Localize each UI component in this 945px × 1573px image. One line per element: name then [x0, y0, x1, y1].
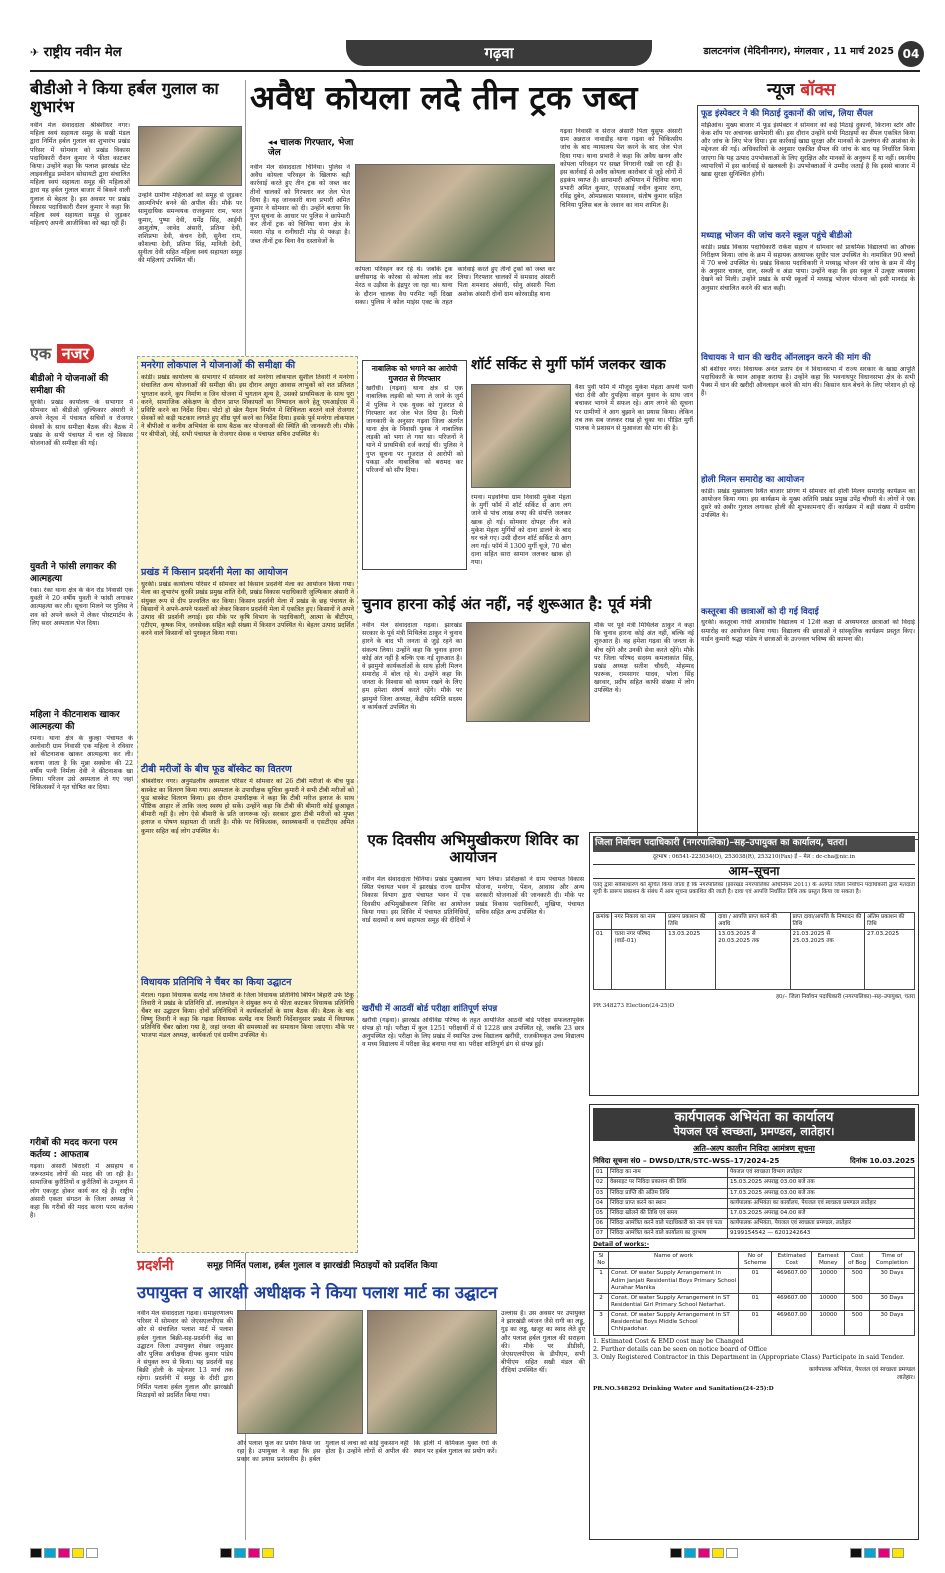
registration-swatch: [44, 1548, 56, 1558]
works-cell: 469607.00: [772, 1311, 812, 1335]
story-nabalik: नाबालिक को भगाने का आरोपी गुजरात से गिरफ्तार खरौंधी। (गढ़वा) थाना क्षेत्र से एक नाबालिक लड़की को भगा ले जाने के जुर्म में पुलिस ने एक युवक को गुजरात से गिरफ्तार कर जेल भेज दिया है। मिली जानकारी के अनुसार गढ़वा जिला अंतर्गत थाना क्षेत्र के निवासी युवक ने नाबालिक लड़की को भगा ले गया था। परिजनों ने थाने में प्राथमिकी दर्ज कराई थी। पुलिस ने गुप्त सूचना पर गुजरात से आरोपी को पकड़ा और नाबालिक को बरामद कर परिजनों को सौंप दिया।: [362, 360, 467, 570]
schedule-cell: निविदा प्राप्ति की अंतिम तिथि: [608, 1188, 728, 1198]
brand-logo: ✈ राष्ट्रीय नवीन मेल: [30, 45, 122, 60]
pradarshani-strap: प्रदर्शनी समूह निर्मित पलाश, हर्बल गुलाल व झारखंडी मिठाइयों को प्रदर्शित किया: [137, 1258, 438, 1274]
schedule-cell: कार्यपालक अभियंता, पेयजल एवं स्वच्छता प्रमण्डल, लातेहार: [728, 1219, 915, 1229]
schedule-cell: निविदा आमंत्रित करने वाले कार्यालय का दूरभाष: [608, 1229, 728, 1239]
mnrega-headline: मनरेगा लोकपाल ने योजनाओं की समीक्षा की: [141, 360, 296, 371]
kisan-headline: प्रखंड में किसान प्रदर्शनी मेला का आयोजन: [141, 567, 288, 579]
tender-notes: 1. Estimated Cost & EMD cost may be Changed 2. Further details can be seen on notice board of Office 3. Only Registered Contractor in this Department in (Appropriate Class) Participate in said Tender.: [593, 1337, 905, 1361]
headline: अवैध कोयला लदे तीन ट्रक जब्त: [250, 78, 638, 117]
photo-palash-mart-1: [237, 1310, 363, 1434]
registration-swatch: [234, 1548, 246, 1558]
works-header-cell: No of Scheme: [739, 1252, 772, 1269]
schedule-cell: 01: [594, 1168, 608, 1178]
schedule-row: [594, 1198, 915, 1208]
works-cell: Const. Of water Supply Arrangement in ST Residential Boys Middle School Chhipadohar.: [609, 1311, 739, 1335]
works-cell: 30 Days: [869, 1293, 914, 1310]
masthead-rule: [30, 70, 920, 72]
schedule-cell: 07: [594, 1229, 608, 1239]
works-cell: 469607.00: [772, 1293, 812, 1310]
works-cell: 500: [845, 1293, 869, 1310]
photo-palash-mart-2: [367, 1310, 497, 1434]
schedule-row: [594, 1229, 915, 1239]
schedule-row: [594, 1188, 915, 1198]
works-cell: 30 Days: [869, 1311, 914, 1335]
works-cell: 1: [594, 1269, 609, 1293]
schedule-cell: निविदा खोलने की तिथि एवं समय: [608, 1208, 728, 1218]
schedule-cell: निविदा प्राप्त करने का स्थान: [608, 1198, 728, 1208]
schedule-row: [594, 1219, 915, 1229]
news-box-content: फूड इंस्पेक्टर ने की मिठाई दुकानों की जांच, लिया सैंपल मझिआंव। मुख्य बाजार में फूड इंस्पेक्टर ने सोमवार को कई मिठाई दुकानों, किराना स्टोर और केक शॉप पर अचानक छापेमारी की। इस दौरान उन्होंने सभी मिठाइयों का सैंपल एकत्रित किया और जांच के लिए भेज दिया। इस कार्रवाई खाद्य सुरक्षा और मानकों के उल्लंघन की आशंका के मद्देनजर की गई। अधिकारियों के अनुसार एकत्रित सैंपल की जांच के बाद यह निर्धारित किया जाएगा कि यह उत्पाद उपभोक्ताओं के लिए सुरक्षित और मानकों के अनुरूप हैं या नहीं। स्थानीय व्यापारियों में इस कार्रवाई से खलबली है। उपभोक्ताओं ने उम्मीद जताई है कि इससे बाजार में खाद्य सुरक्षा सुनिश्चित होगी। मध्याह्न भोजन की जांच करने स्कूल पहुंचे बीडीओ कांडी। प्रखंड विकास पदाधिकारी राकेश सहाय ने सोमवार को प्राथमिक विद्यालयों का औचक निरीक्षण किया। जांच के क्रम में सहायक अध्यापक सुधीर पाल उपस्थित थे। नामांकित 90 बच्चों में 70 बच्चे उपस्थित थे। प्रखंड विकास पदाधिकारी ने मध्याह्न भोजन की जांच के क्रम में मीनू के अनुसार चावल, दाल, सब्जी व अंडा पाया। उन्होंने कहा कि इस स्कूल में उत्कृष्ट व्यवस्था देखने को मिली। उन्होंने प्रखंड के सभी स्कूलों में मध्याह्न भोजन योजना को इसी मानदंड के अनुसार संचालित करने की बात कही। विधायक ने धान की खरीद ऑनलाइन करने की मांग की श्री बंशीधर नगर। विधायक अनंत प्रताप देव ने विधानसभा में राज्य सरकार के खाद्य आपूर्ति पदाधिकारी के ध्यान आकृष्ट कराया है। उन्होंने कहा कि भवनाथपुर विधानसभा क्षेत्र के सभी पैक्स में धान की खरीदी ऑनलाइन करने की मांग की। किसान धान बेचने के लिए परेशान हो रहे हैं। होली मिलन समारोह का आयोजन कांडी। प्रखंड मुख्यालय स्थित बाजार प्रांगण में सोमवार को होली मिलन समारोह कार्यक्रम का आयोजन किया गया। इस कार्यक्रम के मुख्य अतिथि प्रखंड प्रमुख उपेंद्र चौधरी थे। लोगों ने एक दूसरे को अबीर गुलाल लगाकर होली की शुभकामनाएं दीं। कार्यक्रम में बड़ी संख्या में ग्रामीण उपस्थित थे। कस्तूरबा की छात्राओं को दी गई विदाई धुरकी। कस्तूरबा गांधी आवासीय विद्यालय में 12वीं कक्षा से अध्ययनरत छात्राओं को विदाई समारोह का आयोजन किया गया। विद्यालय की छात्राओं ने सांस्कृतिक कार्यक्रम प्रस्तुत किए। वार्डन कुमारी श्रद्धा पांडेय ने छात्राओं के उज्ज्वल भविष्य की कामना की।: [697, 105, 919, 840]
vidhayak-body: मेराल। गढ़वा विधायक सत्येंद्र नाथ तिवारी के जिला विधायक प्रतिनिधि बिपिन बिहारी उर्फ टिंकू तिवारी ने प्रखंड के प्रतिनिधि डॉ. लालमोहन ने संयुक्त रूप से फीता काटकर विधायक प्रतिनिधि चैंबर का उद्घाटन किया। दोनों प्रतिनिधियों ने कार्यकर्ताओं के साथ बैठक की। बैठक के बाद विष्णु तिवारी ने कहा कि गढ़वा विधायक सत्येंद्र नाथ तिवारी निर्देशानुसार प्रखंड में विधायक प्रतिनिधि चैंबर खोला गया है, जहां जनता की समस्याओं का समाधान किया जाएगा। मौके पर भाजपा मंडल अध्यक्ष, कार्यकर्ता एवं ग्रामीण उपस्थित थे।: [141, 991, 354, 1040]
schedule-cell: 03: [594, 1188, 608, 1198]
registration-swatch: [58, 1548, 70, 1558]
schedule-row: [594, 1168, 915, 1178]
works-header-cell: Cost of Bog: [845, 1252, 869, 1269]
works-table: [593, 1251, 915, 1336]
story-shivir: एक दिवसीय अभिमुखीकरण शिविर का आयोजन नवीन मेल संवाददाता चिनिया। प्रखंड मुख्यालय स्थित पंचायत भवन में झारखंड राज्य ग्रामीण विकास विभाग द्वारा पंचायत भवन में एक दिवसीय अभिमुखीकरण शिविर का आयोजन किया गया। इस शिविर में पंचायत प्रतिनिधियों, वार्ड सदस्यों व स्वयं सहायता समूह की दीदियों ने भाग लिया। प्रशिक्षकों ने ग्राम पंचायत विकास योजना, मनरेगा, पेंशन, आवास और अन्य सरकारी योजनाओं की जानकारी दी। मौके पर प्रखंड विकास पदाधिकारी, मुखिया, पंचायत सचिव सहित अन्य उपस्थित थे।: [362, 831, 584, 924]
schedule-cell: निविदा का नाम: [608, 1168, 728, 1178]
registration-swatch: [86, 1548, 98, 1558]
dateline: डालटनगंज (मेदिनीनगर), मंगलवार , 11 मार्च 2025: [703, 46, 894, 57]
notice-election: जिला निर्वाचन पदाधिकारी (नगरपालिका)–सह–उपायुक्त का कार्यालय, चतरा। दूरभाष : 06541-223034(O), 253038(R), 253210(Fax) ई – मेल : dc-cha@nic.in आम–सूचना एतद् द्वारा सर्वसाधारण को सूचित किया जाता है कि नगरपालिका (झारखंड नगरपालिका अधिनियम 2011) के अंतर्गत जिला निर्वाचन पदाधिकारी द्वारा मतदाता सूची के प्रारूप प्रकाशन के संबंध में आम सूचना प्रकाशित की जाती है। दावा एवं आपत्ति निर्धारित तिथि तक प्रस्तुत किया जा सकता है। क्रमांक नगर निकाय का नाम प्रारूप प्रकाशन की तिथि दावा / आपत्ति प्राप्त करने की अवधि प्राप्त दावा/आपत्ति के निष्पादन की तिथि अंतिम प्रकाशन की तिथि 01 चतरा नगर परिषद (वार्ड–01) 13.03.2025 13.03.2025 से 20.03.2025 तक 21.03.2025 से 25.03.2025 तक 27.03.2025 ह0/– जिला निर्वाचन पदाधिकारी (नगरपालिका)–सह–उपायुक्त, चतरा PR 348273 Election(24-25)D: [589, 832, 919, 1096]
tb-body: श्रीबंशीधर नगर। अनुमंडलीय अस्पताल परिसर में सोमवार को 26 टीबी मरीजों के बीच फूड बास्केट का वितरण किया गया। अस्पताल के उपाधीक्षक सुचित्रा कुमारी ने सभी टीबी मरीजों को फूड बास्केट वितरण किया। इस दौरान उपाधीक्षक ने कहा कि टीबी मरीज इलाज के साथ पौष्टिक आहार लें ताकि जल्द स्वस्थ हो सकें। उन्होंने कहा कि टीबी की बीमारी कोई छुआछूत बीमारी नहीं है। लोग ऐसे बीमारी के प्रति जागरूक रहें। सरकार द्वारा टीबी मरीजों को मुफ्त इलाज व पोषण सहायता दी जाती है। मौके पर चिकित्सक, स्वास्थ्यकर्मी व एसटीएस अमित कुमार सहित कई लोग उपस्थित थे।: [141, 778, 354, 835]
registration-swatch: [72, 1548, 84, 1558]
schedule-row: [594, 1178, 915, 1188]
registration-swatch: [850, 1548, 862, 1558]
works-header-row: [594, 1252, 915, 1269]
registration-swatch: [30, 1548, 42, 1558]
schedule-cell: पेयजल एवं स्वच्छता विभाग लातेहार: [728, 1168, 915, 1178]
schedule-cell: 17.03.2025 अपराह्न 03.00 बजे तक: [728, 1188, 915, 1198]
works-cell: 10000: [811, 1293, 844, 1310]
works-cell: Const. Of water Supply Arrangement in ST Residential Girl Primary School Netarhat.: [609, 1293, 739, 1310]
registration-swatch: [262, 1548, 274, 1558]
kisan-body: धुरकी। प्रखंड कार्यालय परिसर में सोमवार को किसान प्रदर्शनी मेला का आयोजन किया गया। मेला का शुभारंभ धुरकी प्रखंड प्रमुख शांति देवी, प्रखंड विकास पदाधिकारी जुल्फिकार अंसारी ने संयुक्त रूप से दीप प्रज्वलित कर किया। किसान प्रदर्शनी मेला में प्रखंड के छह पंचायत के किसानों ने अपने-अपने फसलों को लेकर किसान प्रदर्शनी मेला में एकत्रित हुए। किसानों ने अपने उत्पाद की प्रदर्शनी लगाई। इस मौके पर कृषि विभाग के पदाधिकारी, आत्मा के बीटीएम, एटीएम, कृषक मित्र, जनसेवक सहित बड़ी संख्या में किसान उपस्थित थे। बेहतर उत्पाद प्रदर्शित करने वाले किसानों को पुरस्कृत किया गया।: [141, 581, 354, 638]
works-cell: 3: [594, 1311, 609, 1335]
story-body-cont: उन्होंने ग्रामीण महिलाओं को समूह से जुड़कर आत्मनिर्भर बनने की अपील की। मौके पर सामुदायिक समन्वयक राजकुमार राम, भरत कुमार, पुष्पा देवी, धर्मेंद्र सिंह, आईपी आशुतोष, जावेद अंसारी, प्रतिमा देवी, शशिप्रभा देवी, कंचन देवी, सुनैना राम, कौशल्या देवी, प्रतिमा सिंह, मानिती देवी, सुनीता देवी सहित महिला स्वयं सहायता समूह की महिलाएं उपस्थित थीं।: [138, 192, 242, 265]
vidhayak-headline: विधायक प्रतिनिधि ने चैंबर का किया उद्घाटन: [141, 977, 292, 989]
bird-icon: ✈: [30, 46, 40, 59]
photo-herbal-gulal: [138, 126, 242, 186]
mnrega-body: कांडी। प्रखंड कार्यालय के सभागार में सोमवार को मनरेगा लोकपाल सुशील तिवारी ने मनरेगा संचालित अन्य योजनाओं की समीक्षा की। इस दौरान अधूरा आवास लाभुकों को शत प्रतिशत भुगतान करने, कूप निर्माण व जिन योजना में भुगतान शून्य है, उसको प्राथमिकता के साथ पूरा करने, सामाजिक अंकेक्षण के दौरान प्राप्त शिकायतों का निष्पादन करने हेतु एमआईएस में प्रविष्टि करने का निर्देश दिया। पोटो हो खेल मैदान निर्माण में शिथिलता बरतने वाले रोजगार सेवकों को कड़ी फटकार लगाते हुए शीघ्र पूर्ण करने का निर्देश दिया। इसके पूर्व मनरेगा लोकपाल ने बीपीओ व कनीय अभियंता के साथ बैठक कर योजनाओं की स्थिति की जानकारी ली। मौके पर बीपीओ, जेई, सभी पंचायत के रोजगार सेवक व पंचायत सचिव उपस्थित थे।: [141, 374, 354, 439]
notice-tender: कार्यपालक अभियंता का कार्यालय पेयजल एवं स्वच्छता, प्रमण्डल, लातेहार। अति–अल्प कालीन निविदा आमंत्रण सूचना निविदा सूचना सं0 – DWSD/LTR/STC–WSS–17/2024-25 दिनांक 10.03.2025 01 निविदा का नाम पेयजल एवं स्वच्छता विभाग लातेहार 02 वेबसाइट पर निविदा प्रकाशन की तिथि 15.03.2025 अपराह्न 03.00 बजे तक 03 निविदा प्राप्ति की अंतिम तिथि 17.03.2025 अपराह्न 03.00 बजे तक 04 निविदा प्राप्त करने का स्थान कार्यपालक अभियंता का कार्यालय, पेयजल एवं स्वच्छता प्रमण्डल लातेहार 05 निविदा खोलने की तिथि एवं समय 17.03.2025 अपराह्न 04.00 बजे 06 निविदा आमंत्रित करने वाले पदाधिकारी का नाम एवं पता कार्यपालक अभियंता, पेयजल एवं स्वच्छता प्रमण्डल, लातेहार 07 निविदा आमंत्रित करने वाले कार्यालय का दूरभाष 9199154542 — 6201242643 Detail of works:- Sl No Name of work No of Scheme Estimated Cost Earnest Money Cost of Bog Time of Completion 1 Const. Of water Supply Arrangement in Adim Janjati Residential Boys Primary School Aurahar Manika 01 469607.00 10000 500 30 Days 2 Const. Of water Supply Arrangement in ST Residential Girl Primary School Netarhat. 01 469607.00 10000 500 30 Days 3 Const. Of water Supply Arrangement in ST Residential Boys Middle School Chhipadohar. 01 469607.00 10000 500 30 Days 1. Estimated Cost & EMD cost may be Changed 2. Further details can be seen on notice board of Office 3. Only Registered Contractor in this Department in (Appropriate Class) Participate in said Tender. कार्यपालक अभियंता, पेयजल एवं स्वच्छता प्रमण्डल लातेहार। PR.NO.348292 Drinking Water and Sanitation(24-25):D: [589, 1104, 919, 1540]
ek-nazar: एक नजर बीडीओ ने योजनाओं की समीक्षा की धुरकी। प्रखंड कार्यालय के सभागार में सोमवार को बीडीओ जुल्फिकार अंसारी ने अपने नेतृत्व में पंचायत सचिवों व रोजगार सेवकों के साथ समीक्षा बैठक की। बैठक में प्रखंड के सभी पंचायत में चल रहे विकास योजनाओं की समीक्षा की गई। युवती ने फांसी लगाकर की आत्महत्या रंका। रंका थाना क्षेत्र के केन रोड निवासी एक युवती ने 20 वर्षीय युवती ने फांसी लगाकर आत्महत्या कर ली। सूचना मिलने पर पुलिस ने शव को अपने कब्जे में लेकर पोस्टमार्टम के लिए सदर अस्पताल भेज दिया। महिला ने कीटनाशक खाकर आत्महत्या की रमना। थाना क्षेत्र के कुल्हा पंचायत के अलोवारी ग्राम निवासी एक महिला ने रविवार को कीटनाशक खाकर आत्महत्या कर ली। बताया जाता है कि मुन्ना सक्सेना की 22 वर्षीय पत्नी निर्मला देवी ने कीटनाशक खा लिया। परिजन उसे अस्पताल ले गए जहां चिकित्सकों ने मृत घोषित कर दिया। गरीबों की मदद करना परम कर्तव्य : आफताब गढ़वा। अंसारी बिरादरी में असहाय व जरूरतमंद लोगों की मदद की जा रही है। सामाजिक कुरीतियों व कुरीतियों के उन्मूलन में लोग एकजुट होकर कार्य कर रहे हैं। राष्ट्रीय अंसारी एकता संगठन के जिला अध्यक्ष ने कहा कि गरीबों की मदद करना परम कर्तव्य है।: [30, 344, 133, 1220]
works-cell: 469607.00: [772, 1269, 812, 1293]
story-chunav: चुनाव हारना कोई अंत नहीं, नई शुरूआत है: पूर्व मंत्री नवीन मेल संवाददाता गढ़वा। झारखंड सरकार के पूर्व मंत्री मिथिलेश ठाकुर ने चुनाव हारने के बाद भी जनता से जुड़े रहने का संकल्प लिया। उन्होंने कहा कि चुनाव हारना कोई अंत नहीं है बल्कि एक नई शुरुआत है। वे झामुमो कार्यकर्ताओं के साथ होली मिलन समारोह में बोल रहे थे। उन्होंने कहा कि जनता के विश्वास को कायम रखने के लिए हम हमेशा संघर्ष करते रहेंगे। मौके पर झामुमो जिला अध्यक्ष, केंद्रीय समिति सदस्य व कार्यकर्ता उपस्थित थे। मौके पर पूर्व मंत्री मिथिलेश ठाकुर ने कहा कि चुनाव हारना कोई अंत नहीं, बल्कि नई शुरुआत है। वह हमेशा गढ़वा की जनता के बीच रहेंगे और उनकी सेवा करते रहेंगे। मौके पर जिला परिषद सदस्य कमलाकांत सिंह, प्रखंड अध्यक्ष सतीश चौधरी, मोहम्मद फारूक, रामसागर यादव, भोला सिंह खरवार, प्रदीप सहित काफी संख्या में लोग उपस्थित थे।: [362, 596, 693, 826]
story-pradarshani: उपायुक्त व आरक्षी अधीक्षक ने किया पलाश मार्ट का उद्घाटन नवीन मेल संवाददाता गढ़वा। समाहरणालय परिसर में सोमवार को जेएसएलपीएस की ओर से संचालित पलाश मार्ट में पलाश हर्बल गुलाल बिक्री-सह-प्रदर्शनी केंद्र का उद्घाटन जिला उपायुक्त शेखर जमुआर और पुलिस अधीक्षक दीपक कुमार पांडेय ने संयुक्त रूप से किया। यह प्रदर्शनी सह बिक्री होली के मद्देनजर 13 मार्च तक रहेगा। प्रदर्शनी में समूह के दीदी द्वारा निर्मित पलाश हर्बल गुलाल और झारखंडी मिठाइयों को प्रदर्शित किया गया। और पलाश फूल का प्रयोग किया जा रहा है। उपायुक्त ने कहा कि इस प्रकार का प्रयास प्रशंसनीय है। हर्बल गुलाल से त्वचा को कोई नुकसान नहीं होता है। उन्होंने लोगों से अपील की कि होली में केमिकल युक्त रंगों के स्थान पर हर्बल गुलाल का प्रयोग करें। उल्लास है। उस अवसर पर उपायुक्त ने झारखंडी व्यंजन जैसे रागी का लड्डू, गुड़ का लड्डू, खजूर का स्वाद लेते हुए और पलाश हर्बल गुलाल की सराहना की। मौके पर डीडीसी, जेएसएलपीएस के डीपीएम, सभी बीपीएम सहित सखी मंडल की दीदियां उपस्थित थीं।: [137, 1283, 585, 1464]
schedule-cell: 04: [594, 1198, 608, 1208]
schedule-cell: कार्यपालक अभियंता का कार्यालय, पेयजल एवं स्वच्छता प्रमण्डल लातेहार: [728, 1198, 915, 1208]
photo-trucks-arrested: [355, 164, 555, 262]
schedule-cell: 15.03.2025 अपराह्न 03.00 बजे तक: [728, 1178, 915, 1188]
page-number: 04: [898, 41, 924, 67]
footer-color-bar: [30, 1546, 920, 1560]
news-box: [697, 80, 919, 840]
works-row: [594, 1269, 915, 1293]
schedule-cell: 9199154542 — 6201242643: [728, 1229, 915, 1239]
photo-poultry-fire: [471, 384, 571, 488]
works-header-cell: Earnest Money: [811, 1252, 844, 1269]
lead-body-3: गढ़वा निवासी व सेराज अंसारी पिता युसुफ अंसारी ग्राम अन्नराज नावाडीह थाना गढ़वा को चिकित्सीय जांच के बाद न्यायालय पेश करने के बाद जेल भेज दिया गया। थाना प्रभारी ने कहा कि अवैध खनन और कोयला परिवहन पर सख्त निगरानी रखी जा रही है। इस कार्रवाई से अवैध कोयला कारोबार से जुड़े लोगों में हड़कंप व्याप्त है। छापामारी अभियान में चिनिया थाना प्रभारी अमित कुमार, एएसआई नवीन कुमार रागा, रविंद्र दुबेन, ओमप्रकाश पासवान, संतोष कुमार सहित चिनिया पुलिस बल के जवान का नाम शामिल है।: [560, 128, 682, 209]
works-cell: Const. Of water Supply Arrangement in Adim Janjati Residential Boys Primary School Aurahar Manika: [609, 1269, 739, 1293]
registration-swatch: [864, 1548, 876, 1558]
schedule-row: [594, 1208, 915, 1218]
works-header-cell: Sl No: [594, 1252, 609, 1269]
news-box-label: न्यूज बॉक्स: [767, 80, 836, 100]
schedule-cell: 02: [594, 1178, 608, 1188]
works-cell: 500: [845, 1269, 869, 1293]
works-row: [594, 1311, 915, 1335]
photo-former-minister: [466, 622, 590, 722]
registration-swatch: [892, 1548, 904, 1558]
works-cell: 01: [739, 1293, 772, 1310]
tender-schedule-table: [593, 1167, 915, 1239]
registration-swatch: [684, 1548, 696, 1558]
works-cell: 500: [845, 1311, 869, 1335]
lead-body-2: कोयला परिवहन कर रहे थे। जबकि ट्रक छत्तीसगढ़ के कोरबा से कोयला लोड कर मेरठ व उड़ीसा के इंद्रपुर जा रहा था। थाना के दौरान चालक वैध परमिट नहीं दिखा सका। पुलिस ने कोल माइंस एक्ट के तहत कार्रवाई करते हुए तीनों ट्रकों को जब्त कर लिया। गिरफ्तार चालकों में समसाद अंसारी पिता शमशाद अंसारी, सोनू अंसारी पिता अशोक अंसारी दोनों ग्राम कोरवाडीह थाना: [355, 266, 555, 306]
lead-story: [250, 80, 690, 356]
story-body: नवीन मेल संवाददाता श्रीबंशीधर नगर। महिला स्वयं सहायता समूह के सखी मंडल द्वारा निर्मित हर्बल गुलाल का शुभारंभ प्रखंड परिसर में सोमवार को प्रखंड विकास पदाधिकारी रौशन कुमार ने फीता काटकर किया। उन्होंने कहा कि पलाश झारखंड स्टेट लाइवलीहुड प्रमोशन सोसायटी द्वारा संचालित महिला स्वयं सहायता समूह की महिलाओं द्वारा यह हर्बल गुलाल बाजार में बिकने वाली गुलाल से बेहतर है। इस अवसर पर प्रखंड विकास पदाधिकारी रौशन कुमार ने कहा कि महिला स्वयं सहायता समूह से जुड़कर महिलाएं अपनी आजीविका को बढ़ा रही हैं।: [30, 122, 130, 228]
registration-swatch: [670, 1548, 682, 1558]
tinted-column: [137, 356, 358, 1253]
registration-swatch: [726, 1548, 738, 1558]
story-board: खरौंधी में आठवीं बोर्ड परीक्षा शांतिपूर्ण संपन्न खरौंधी (गढ़वा)। झारखंड अधिविद्य परिषद के तहत आयोजित आठवीं बोर्ड परीक्षा सफलतापूर्वक संपन्न हो गई। परीक्षा में कुल 1251 परीक्षार्थी में से 1228 छात्र उपस्थित रहे, जबकि 23 छात्र अनुपस्थित रहे। परीक्षा के लिए प्रखंड में स्थापित उच्च विद्यालय खरौंधी, राजकीयकृत उच्च विद्यालय व मध्य विद्यालय में परीक्षा केंद्र बनाया गया था। परीक्षा शांतिपूर्ण ढंग से संपन्न हुई।: [362, 1004, 584, 1049]
works-cell: 10000: [811, 1269, 844, 1293]
registration-swatch: [712, 1548, 724, 1558]
lead-body-1: नवीन मेल संवाददाता चिनिया। पुलिस ने अवैध कोयला परिवहन के खिलाफ बड़ी कार्रवाई करते हुए तीन ट्रक को जब्त कर तीनों चालकों को गिरफ्तार कर जेल भेज दिया है। यह जानकारी थाना प्रभारी अमित कुमार ने सोमवार को दी। उन्होंने बताया कि गुप्त सूचना के आधार पर पुलिस ने छापेमारी कर तीनों ट्रक को चिनिया थाना क्षेत्र के मसरा मोड़ व रानीघाटी मोड़ से पकड़ा है। जब्त तीनों ट्रक बिना वैध दस्तावेजों के: [250, 164, 350, 245]
story-shortcircuit: शॉर्ट सर्किट से मुर्गी फॉर्म जलकर खाक रमना। मड़वनिया ग्राम निवासी मुकेश मेहता के मुर्गी फॉर्म में शॉर्ट सर्किट से आग लग जाने से पांच लाख रुपए की संपत्ति जलकर खाक हो गई। सोमवार दोपहर तीन बजे मुकेश मेहता मुर्गियों को दाना डालने के बाद घर चले गए। उसी दौरान शॉर्ट सर्किट से आग लग गई। फॉर्म में 1300 मुर्गी चूजे, 70 बोरा दाना सहित सारा सामान जलकर खाक हो गया। वैशा पुर्वी फॉर्म में मौजूद मुकेश मेहता अपनी पत्नी चंदा देवी और दुपहिया वाहन युवान के साथ जान बचाकर भागने में सफल रहे। आग लगने की सूचना पर ग्रामीणों ने आग बुझाने का प्रयास किया। लेकिन तब तक सब जलकर राख हो चुका था। पीड़ित मुर्गी पालक ने प्रशासन से मुआवजा की मांग की है।: [471, 357, 693, 567]
registration-swatch: [698, 1548, 710, 1558]
headline: बीडीओ ने किया हर्बल गुलाल का शुभारंभ: [30, 79, 219, 116]
works-header-cell: Estimated Cost: [772, 1252, 812, 1269]
works-cell: 2: [594, 1293, 609, 1310]
ek-nazar-label: एक नजर: [30, 344, 133, 368]
registration-swatch: [220, 1548, 232, 1558]
works-row: [594, 1293, 915, 1310]
tb-headline: टीबी मरीजों के बीच फूड बॉस्केट का वितरण: [141, 764, 292, 776]
works-cell: 01: [739, 1311, 772, 1335]
works-cell: 30 Days: [869, 1269, 914, 1293]
schedule-cell: निविदा आमंत्रित करने वाले पदाधिकारी का नाम एवं पता: [608, 1219, 728, 1229]
election-table: क्रमांक नगर निकाय का नाम प्रारूप प्रकाशन की तिथि दावा / आपत्ति प्राप्त करने की अवधि प्राप्त दावा/आपत्ति के निष्पादन की तिथि अंतिम प्रकाशन की तिथि 01 चतरा नगर परिषद (वार्ड–01) 13.03.2025 13.03.2025 से 20.03.2025 तक 21.03.2025 से 25.03.2025 तक 27.03.2025: [593, 912, 915, 990]
registration-swatch: [878, 1548, 890, 1558]
works-header-cell: Name of work: [609, 1252, 739, 1269]
works-cell: 01: [739, 1269, 772, 1293]
works-cell: 10000: [811, 1311, 844, 1335]
schedule-cell: 05: [594, 1208, 608, 1218]
schedule-cell: 06: [594, 1219, 608, 1229]
section-banner: गढ़वा: [346, 40, 652, 66]
registration-swatch: [248, 1548, 260, 1558]
kicker: ◂◂ चालक गिरफ्तार, भेजा जेल: [268, 138, 354, 159]
schedule-cell: 17.03.2025 अपराह्न 04.00 बजे: [728, 1208, 915, 1218]
schedule-cell: वेबसाइट पर निविदा प्रकाशन की तिथि: [608, 1178, 728, 1188]
works-header-cell: Time of Completion: [869, 1252, 914, 1269]
masthead: [30, 40, 920, 76]
